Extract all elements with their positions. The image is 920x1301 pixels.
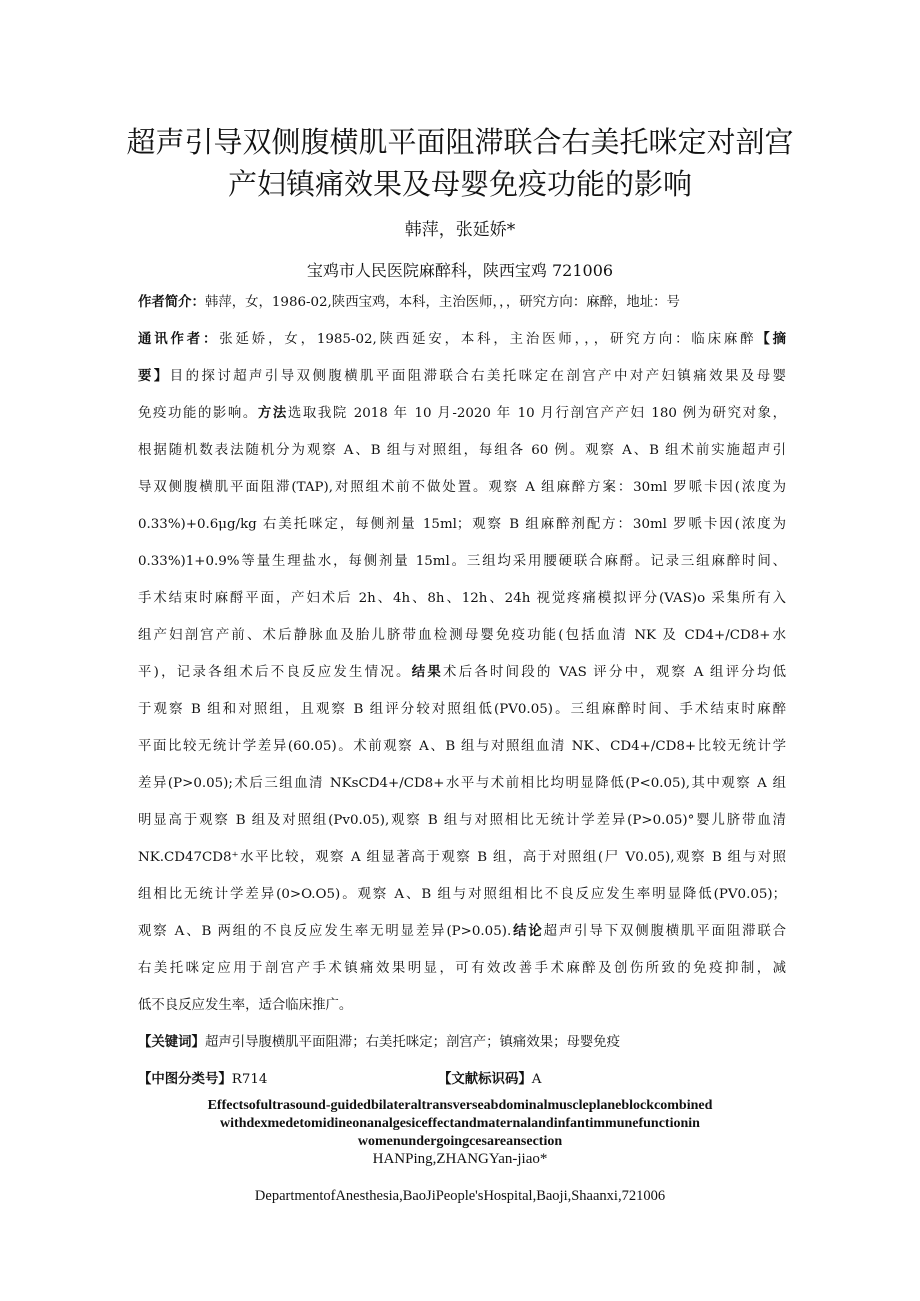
english-title-line-3: womenundergoingcesareansection	[357, 1134, 563, 1149]
conclusion-label: 结论	[511, 924, 544, 939]
english-affiliation: DepartmentofAnesthesia,BaoJiPeople'sHospital,Baoji,Shaanxi,721006	[254, 1188, 666, 1204]
abstract-line: 平)，记录各组术后不良反应发生情况。结果术后各时间段的 VAS 评分中，观察 A 组评分均低	[138, 665, 786, 680]
corresponding-author	[138, 330, 786, 350]
document-code-label: 【文献标识码】	[438, 1072, 532, 1087]
abstract-line: 差异(P>0.05);术后三组血清 NKsCD4+∕CD8+水平与术前相比均明显降低(P<0.05),其中观察 A 组	[138, 776, 786, 791]
english-title-line-2: withdexmedetomidineonanalgesiceffectandmaternalandinfantimmunefunctionin	[220, 1116, 700, 1131]
abstract-line: 0.33%)+0.6μg/kg 右美托咪定，每侧剂量 15ml；观察 B 组麻醉剂配方：30ml 罗哌卡因(浓度为	[138, 517, 786, 532]
methods-label: 方法	[257, 406, 288, 421]
abstract-line: 右美托咪定应用于剖宫产手术镇痛效果明显，可有效改善手术麻醉及创伤所致的免疫抑制，减	[138, 961, 786, 976]
results-label: 结果	[411, 665, 444, 680]
abstract-line: 免疫功能的影响。方法选取我院 2018 年 10 月-2020 年 10 月行剖宫产产妇 180 例为研究对象，	[138, 406, 787, 421]
abstract-line: 明显高于观察 B 组及对照组(Pv0.05),观察 B 组与对照相比无统计学差异(P>0.05)°婴儿脐带血清	[138, 813, 786, 828]
abstract-label-part-1: 【摘	[756, 332, 787, 347]
corresponding-author-label: 通讯作者：	[138, 332, 220, 347]
clc-value: R714	[231, 1072, 268, 1087]
abstract-line: 低不良反应发生率，适合临床推广。	[138, 998, 353, 1013]
abstract-line: 组相比无统计学差异(0>O.O5)。观察 A、B 组与对照组相比不良反应发生率明显降低(PV0.05)；	[138, 887, 786, 902]
author-bio-label: 作者简介：	[138, 295, 205, 310]
keywords	[138, 1033, 786, 1053]
author-bio-text: 韩萍，女，1986-02,陕西宝鸡，本科，主治医师，，，研究方向：麻醉，地址：号	[204, 295, 680, 310]
abstract-line: 要】目的探讨超声引导双侧腹横肌平面阻滞联合右美托咪定在剖宫产中对产妇镇痛效果及母婴	[138, 369, 787, 384]
corresponding-author-text: 张延娇，女，1985-02,陕西延安，本科，主治医师，，，研究方向：临床麻醉	[219, 332, 757, 347]
document-code	[438, 1070, 738, 1090]
affiliation: 宝鸡市人民医院麻醉科，陕西宝鸡 721006	[306, 261, 614, 280]
paper-title-line-1: 超声引导双侧腹横肌平面阻滞联合右美托咪定对剖宫	[126, 125, 794, 159]
english-authors: HANPing,ZHANGYan-jiao*	[372, 1151, 548, 1167]
author-list: 韩萍，张延娇*	[404, 220, 516, 240]
keywords-text: 超声引导腹横肌平面阻滞；右美托咪定；剖宫产；镇痛效果；母婴免疫	[204, 1035, 621, 1050]
paper-title-line-2: 产妇镇痛效果及母婴免疫功能的影响	[227, 167, 692, 201]
clc-label: 【中图分类号】	[138, 1072, 232, 1087]
author-bio	[138, 293, 786, 313]
abstract-line: 观察 A、B 两组的不良反应发生率无明显差异(P>0.05).结论超声引导下双侧腹横肌平面阻滞联合	[138, 924, 787, 939]
english-title-line-1: Effectsofultrasound-guidedbilateraltransverseabdominalmuscleplaneblockcombined	[207, 1098, 713, 1113]
document-code-value: A	[531, 1072, 542, 1087]
abstract-line: 根据随机数表法随机分为观察 A、B 组与对照组，每组各 60 例。观察 A、B 组术前实施超声引	[138, 443, 786, 458]
abstract-line: NK.CD47CD8⁺水平比较，观察 A 组显著高于观察 B 组，高于对照组(尸 V0.05),观察 B 组与对照	[138, 850, 786, 865]
abstract-line: 组产妇剖宫产前、术后静脉血及胎儿脐带血检测母婴免疫功能(包括血清 NK 及 CD4+∕CD8+水	[138, 628, 786, 643]
abstract-line: 于观察 B 组和对照组，且观察 B 组评分较对照组低(PV0.05)。三组麻醉时间、手术结束时麻醉	[138, 702, 786, 717]
abstract-line: 手术结束时麻酹平面，产妇术后 2h、4h、8h、12h、24h 视觉疼痛模拟评分(VAS)o 采集所有入	[138, 591, 786, 606]
keywords-label: 【关键词】	[138, 1035, 205, 1050]
abstract-label-part-2: 要】	[138, 369, 170, 384]
abstract-line: 导双侧腹横肌平面阻滞(TAP),对照组术前不做处置。观察 A 组麻醉方案：30ml 罗哌卡因(浓度为	[138, 480, 786, 495]
abstract-line: 0.33%)1+0.9%等量生理盐水，每侧剂量 15ml。三组均采用腰硬联合麻酹。记录三组麻醉时间、	[138, 554, 786, 569]
abstract-line: 平面比较无统计学差异(60.05)。术前观察 A、B 组与对照组血清 NK、CD4+∕CD8+比较无统计学	[138, 739, 786, 754]
